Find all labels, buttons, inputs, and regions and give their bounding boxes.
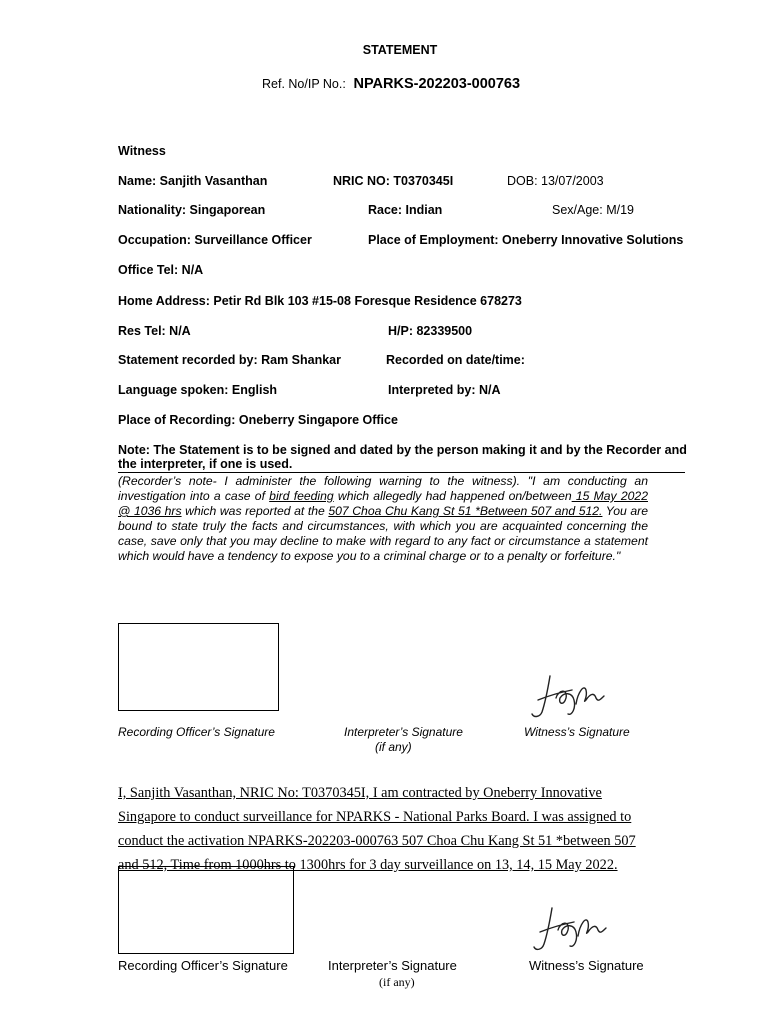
field-occupation: Occupation: Surveillance Officer <box>118 233 312 247</box>
field-hp: H/P: 82339500 <box>388 324 473 338</box>
incident-location: 507 Choa Chu Kang St 51 *Between 507 and 512. <box>328 504 603 518</box>
interpreter-signature-label-2: Interpreter’s Signature <box>328 958 457 973</box>
witness-signature-label-2: Witness’s Signature <box>529 958 644 973</box>
witness-signature-label: Witness’s Signature <box>524 725 630 739</box>
field-employment: Place of Employment: Oneberry Innovative Solutions <box>368 233 684 247</box>
field-nric: NRIC NO: T0370345I <box>333 174 454 188</box>
field-res-tel: Res Tel: N/A <box>118 324 191 338</box>
witness-signature-image-2 <box>528 904 618 956</box>
statement-line: conduct the activation NPARKS-202203-000763 507 Choa Chu Kang St 51 *between 507 <box>118 833 636 849</box>
ref-value: NPARKS-202203-000763 <box>353 76 521 92</box>
field-dob: DOB: 13/07/2003 <box>507 174 604 188</box>
case-type: bird feeding <box>269 489 334 503</box>
field-office-tel: Office Tel: N/A <box>118 263 204 277</box>
field-nationality: Nationality: Singaporean <box>118 203 266 217</box>
recording-officer-signature-label: Recording Officer’s Signature <box>118 725 275 739</box>
ref-label: Ref. No/IP No.: <box>262 77 346 91</box>
incident-datetime: 15 May 2022 @ 1036 hrs <box>118 489 648 518</box>
field-place-of-recording: Place of Recording: Oneberry Singapore Office <box>118 413 398 427</box>
document-title: STATEMENT <box>362 43 438 57</box>
statement-line: Singapore to conduct surveillance for NPARKS - National Parks Board. I was assigned to <box>118 809 632 825</box>
field-sex-age: Sex/Age: M/19 <box>552 203 634 217</box>
field-interpreted-by: Interpreted by: N/A <box>388 383 501 397</box>
statement-line: I, Sanjith Vasanthan, NRIC No: T0370345I, I am contracted by Oneberry Innovative <box>118 785 602 801</box>
reference-line <box>262 76 520 92</box>
field-race: Race: Indian <box>368 203 443 217</box>
field-recorded-by: Statement recorded by: Ram Shankar <box>118 353 341 367</box>
section-witness: Witness <box>118 144 166 158</box>
field-home-address: Home Address: Petir Rd Blk 103 #15-08 Foresque Residence 678273 <box>118 294 522 308</box>
statement-line: and 512, Time from 1000hrs to 1300hrs for 3 day surveillance on 13, 14, 15 May 2022. <box>118 857 618 873</box>
interpreter-if-any-label: (if any) <box>375 740 412 754</box>
interpreter-signature-label: Interpreter’s Signature <box>344 725 463 739</box>
recording-officer-signature-label-2: Recording Officer’s Signature <box>118 958 288 973</box>
witness-signature-image-1 <box>528 670 618 722</box>
witness-statement <box>118 781 636 877</box>
recording-officer-signature-box[interactable] <box>118 623 279 711</box>
signing-note: Note: The Statement is to be signed and dated by the person making it and by the Recorder and the interpreter, if one is used. <box>118 443 687 471</box>
field-name: Name: Sanjith Vasanthan <box>118 174 268 188</box>
field-language: Language spoken: English <box>118 383 278 397</box>
recording-officer-signature-box-2[interactable] <box>118 866 294 954</box>
field-recorded-on: Recorded on date/time: <box>386 353 525 367</box>
divider-line <box>118 472 685 473</box>
interpreter-if-any-label-2: (if any) <box>379 975 415 989</box>
recorder-warning: (Recorder’s note- I administer the following warning to the witness). "I am conducting an investigation into a case of bird feeding which allegedly had happened on/between 15 May 2022 @ 1036 hrs which was reported at the 507 Choa Chu Kang St 51 *Between 507 and 512. You are bound to state truly the facts and circumstances, with which you are acquainted concerning the case, save only that you may decline to make with regard to any fact or circumstance a statement which would have a tendency to expose you to a criminal charge or to a penalty or forfeiture." <box>118 474 648 563</box>
